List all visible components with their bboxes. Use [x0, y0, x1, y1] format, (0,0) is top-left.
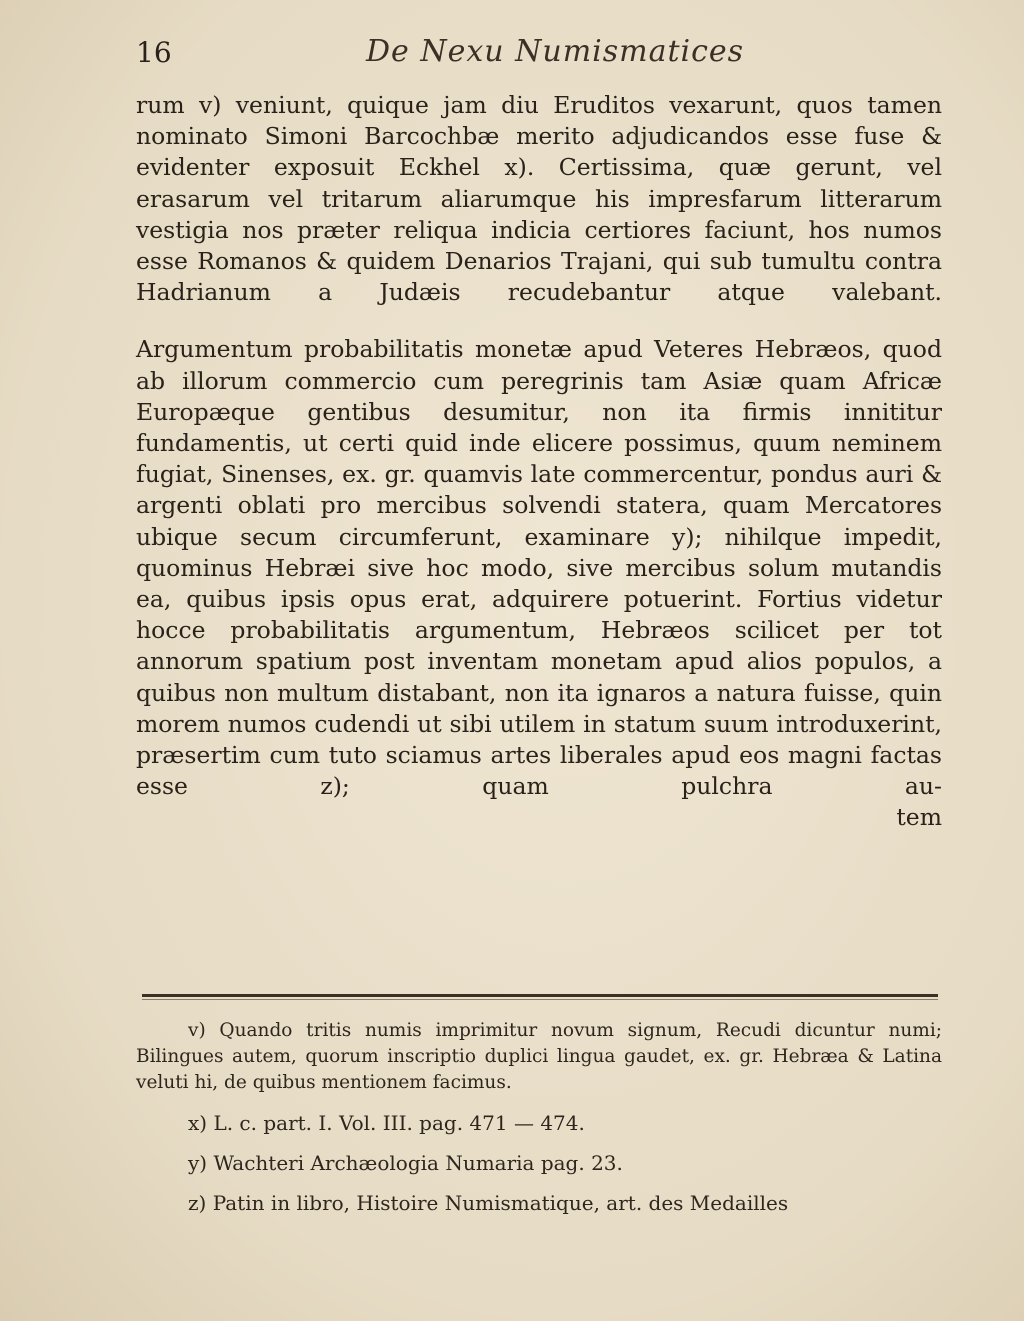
paragraph-2: Argumentum probabilitatis monetæ apud Veteres Hebræos, quod ab illorum commercio cum peregrinis tam Asiæ quam Africæ Europæque gentibus desumitur, non ita firmis innititur fundamentis, ut certi quid inde elicere possimus, quum neminem fugiat, Sinenses, ex. gr. quamvis late commercentur, pondus auri & argenti oblati pro mercibus solvendi statera, quam Mercatores ubique secum circumferunt, examinare y); nihilque impedit, quominus Hebræi sive hoc modo, sive mercibus solum mutandis ea, quibus ipsis opus erat, adquirere potuerint. Fortius videtur hocce probabilitatis argumentum, Hebræos scilicet per tot annorum spatium post inventam monetam apud alios populos, a quibus non multum distabant, non ita ignaros a natura fuisse, quin morem numos cudendi ut sibi utilem in statum suum introduxerint, præsertim cum tuto sciamus artes liberales apud eos magni factas esse z); quam pulchra au-: [136, 335, 942, 801]
page-number: 16: [136, 36, 172, 69]
footnote-z: z) Patin in libro, Histoire Numismatique, art. des Medailles: [188, 1191, 789, 1215]
footnote-x: x) L. c. part. I. Vol. III. pag. 471 — 474.: [188, 1111, 585, 1135]
running-title: De Nexu Numismatices: [366, 34, 745, 69]
footnotes: [136, 1018, 942, 1216]
main-text: [136, 90, 942, 834]
footnote-separator: [142, 994, 938, 997]
footnote-v: v) Quando tritis numis imprimitur novum signum, Recudi dicuntur numi; Bilingues autem, quorum inscriptio duplici lingua gaudet, ex. gr. Hebræa & Latina veluti hi, de quibus mentionem facimus.: [136, 1020, 942, 1093]
footnote-y: y) Wachteri Archæologia Numaria pag. 23.: [188, 1151, 623, 1175]
paragraph-1: rum v) veniunt, quique jam diu Eruditos vexarunt, quos tamen nominato Simoni Barcochbæ merito adjudicandos esse fuse & evidenter exposuit Eckhel x). Certissima, quæ gerunt, vel erasarum vel tritarum aliarumque his impresfarum litterarum vestigia nos præter reliqua indicia certiores faciunt, hos numos esse Romanos & quidem Denarios Trajani, qui sub tumultu contra Hadrianum a Judæis recudebantur atque valebant.: [136, 91, 942, 307]
page-header: [136, 30, 936, 74]
catchword-line: tem: [896, 803, 942, 832]
footnote-separator-thin: [142, 999, 938, 1000]
